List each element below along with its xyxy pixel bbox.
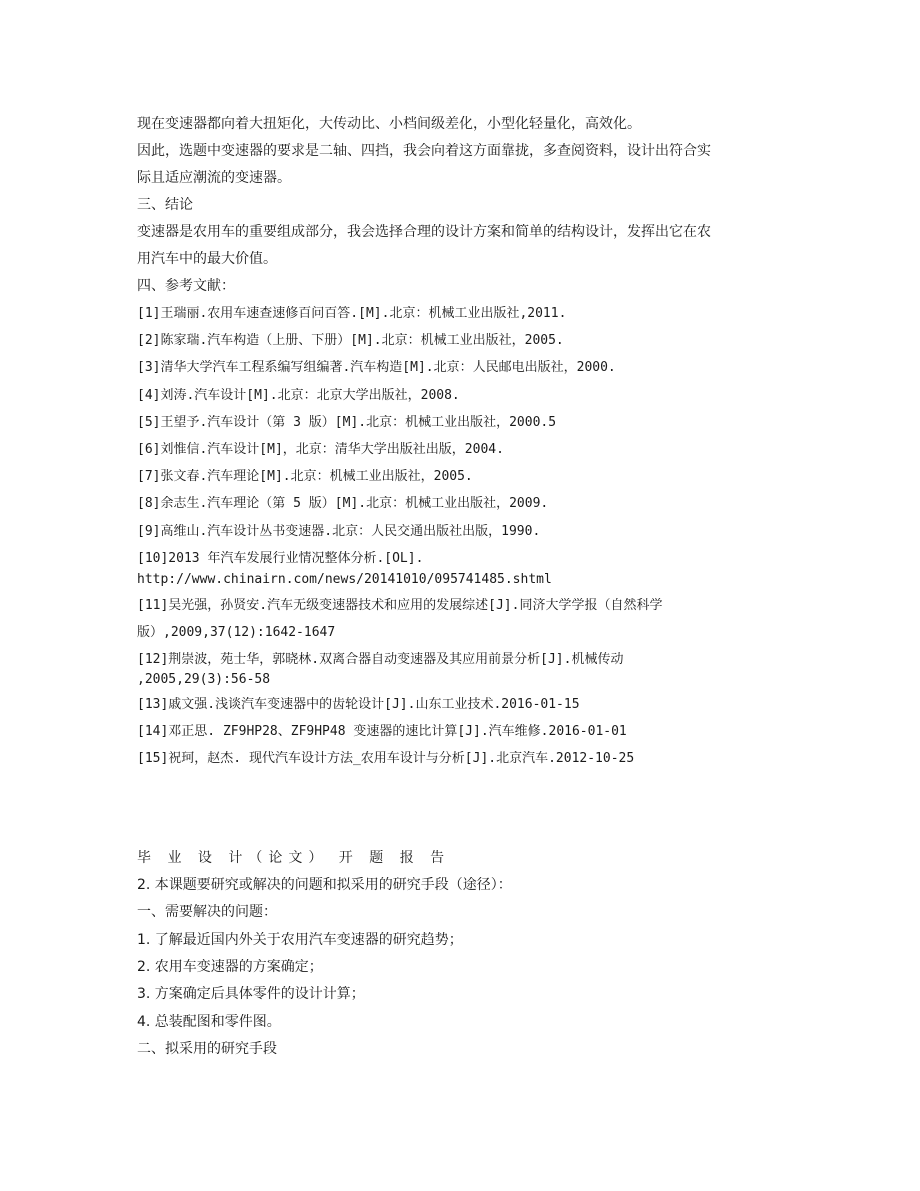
list-item: 2. 农用车变速器的方案确定； xyxy=(137,959,323,975)
paragraph-line: 现在变速器都向着大扭矩化，大传动比、小档间级差化，小型化轻量化，高效化。 xyxy=(137,116,641,132)
reference-item-continued: ,2005,29(3):56-58 xyxy=(137,672,271,687)
question-line: 2. 本课题要研究或解决的问题和拟采用的研究手段（途径）： xyxy=(137,877,512,893)
reference-item: [2]陈家瑞.汽车构造（上册、下册）[M].北京：机械工业出版社，2005. xyxy=(137,333,564,348)
reference-item: [5]王望予.汽车设计（第 3 版）[M].北京：机械工业出版社，2000.5 xyxy=(137,415,557,430)
list-item: 3. 方案确定后具体零件的设计计算； xyxy=(137,986,365,1002)
list-item: 4. 总装配图和零件图。 xyxy=(137,1014,281,1030)
reference-item: [12]荆崇波，苑士华，郭晓林.双离合器自动变速器及其应用前景分析[J].机械传动 xyxy=(137,652,624,667)
section-heading-references: 四、参考文献： xyxy=(137,278,235,294)
reference-item: [13]戚文强.浅谈汽车变速器中的齿轮设计[J].山东工业技术.2016-01-15 xyxy=(137,697,580,712)
reference-item: [7]张文春.汽车理论[M].北京：机械工业出版社，2005. xyxy=(137,469,473,484)
paragraph-line: 用汽车中的最大价值。 xyxy=(137,251,277,267)
paragraph-line: 变速器是农用车的重要组成部分，我会选择合理的设计方案和简单的结构设计，发挥出它在农 xyxy=(137,224,711,240)
reference-item: [3]清华大学汽车工程系编写组编著.汽车构造[M].北京：人民邮电出版社，2000. xyxy=(137,360,616,375)
report-title: 毕 业 设 计（论文） 开 题 报 告 xyxy=(137,850,451,866)
list-item: 1. 了解最近国内外关于农用汽车变速器的研究趋势； xyxy=(137,932,463,948)
reference-item: [11]吴光强，孙贤安.汽车无级变速器技术和应用的发展综述[J].同济大学学报（自然科学 xyxy=(137,598,663,613)
reference-item: [9]高维山.汽车设计丛书变速器.北京：人民交通出版社出版，1990. xyxy=(137,524,541,539)
subsection-heading: 二、拟采用的研究手段 xyxy=(137,1041,277,1057)
reference-item: [1]王瑞丽.农用车速查速修百问百答.[M].北京：机械工业出版社,2011. xyxy=(137,306,567,321)
reference-item: [4]刘涛.汽车设计[M].北京：北京大学出版社，2008. xyxy=(137,388,460,403)
reference-item: [14]邓正思. ZF9HP28、ZF9HP48 变速器的速比计算[J].汽车维修.2016-01-01 xyxy=(137,724,627,739)
reference-item: [10]2013 年汽车发展行业情况整体分析.[OL]. xyxy=(137,551,424,566)
paragraph-line: 因此，选题中变速器的要求是二轴、四挡，我会向着这方面靠拢，多查阅资料，设计出符合实 xyxy=(137,143,711,159)
reference-url: http://www.chinairn.com/news/20141010/095741485.shtml xyxy=(137,572,552,587)
subsection-heading: 一、需要解决的问题： xyxy=(137,904,277,920)
reference-item: [15]祝珂，赵杰. 现代汽车设计方法_农用车设计与分析[J].北京汽车.2012-10-25 xyxy=(137,751,635,766)
paragraph-line: 际且适应潮流的变速器。 xyxy=(137,170,291,186)
reference-item: [6]刘惟信.汽车设计[M]，北京：清华大学出版社出版，2004. xyxy=(137,442,504,457)
reference-item-continued: 版）,2009,37(12):1642-1647 xyxy=(137,625,336,640)
section-heading-conclusion: 三、结论 xyxy=(137,197,193,213)
reference-item: [8]余志生.汽车理论（第 5 版）[M].北京：机械工业出版社，2009. xyxy=(137,496,549,511)
